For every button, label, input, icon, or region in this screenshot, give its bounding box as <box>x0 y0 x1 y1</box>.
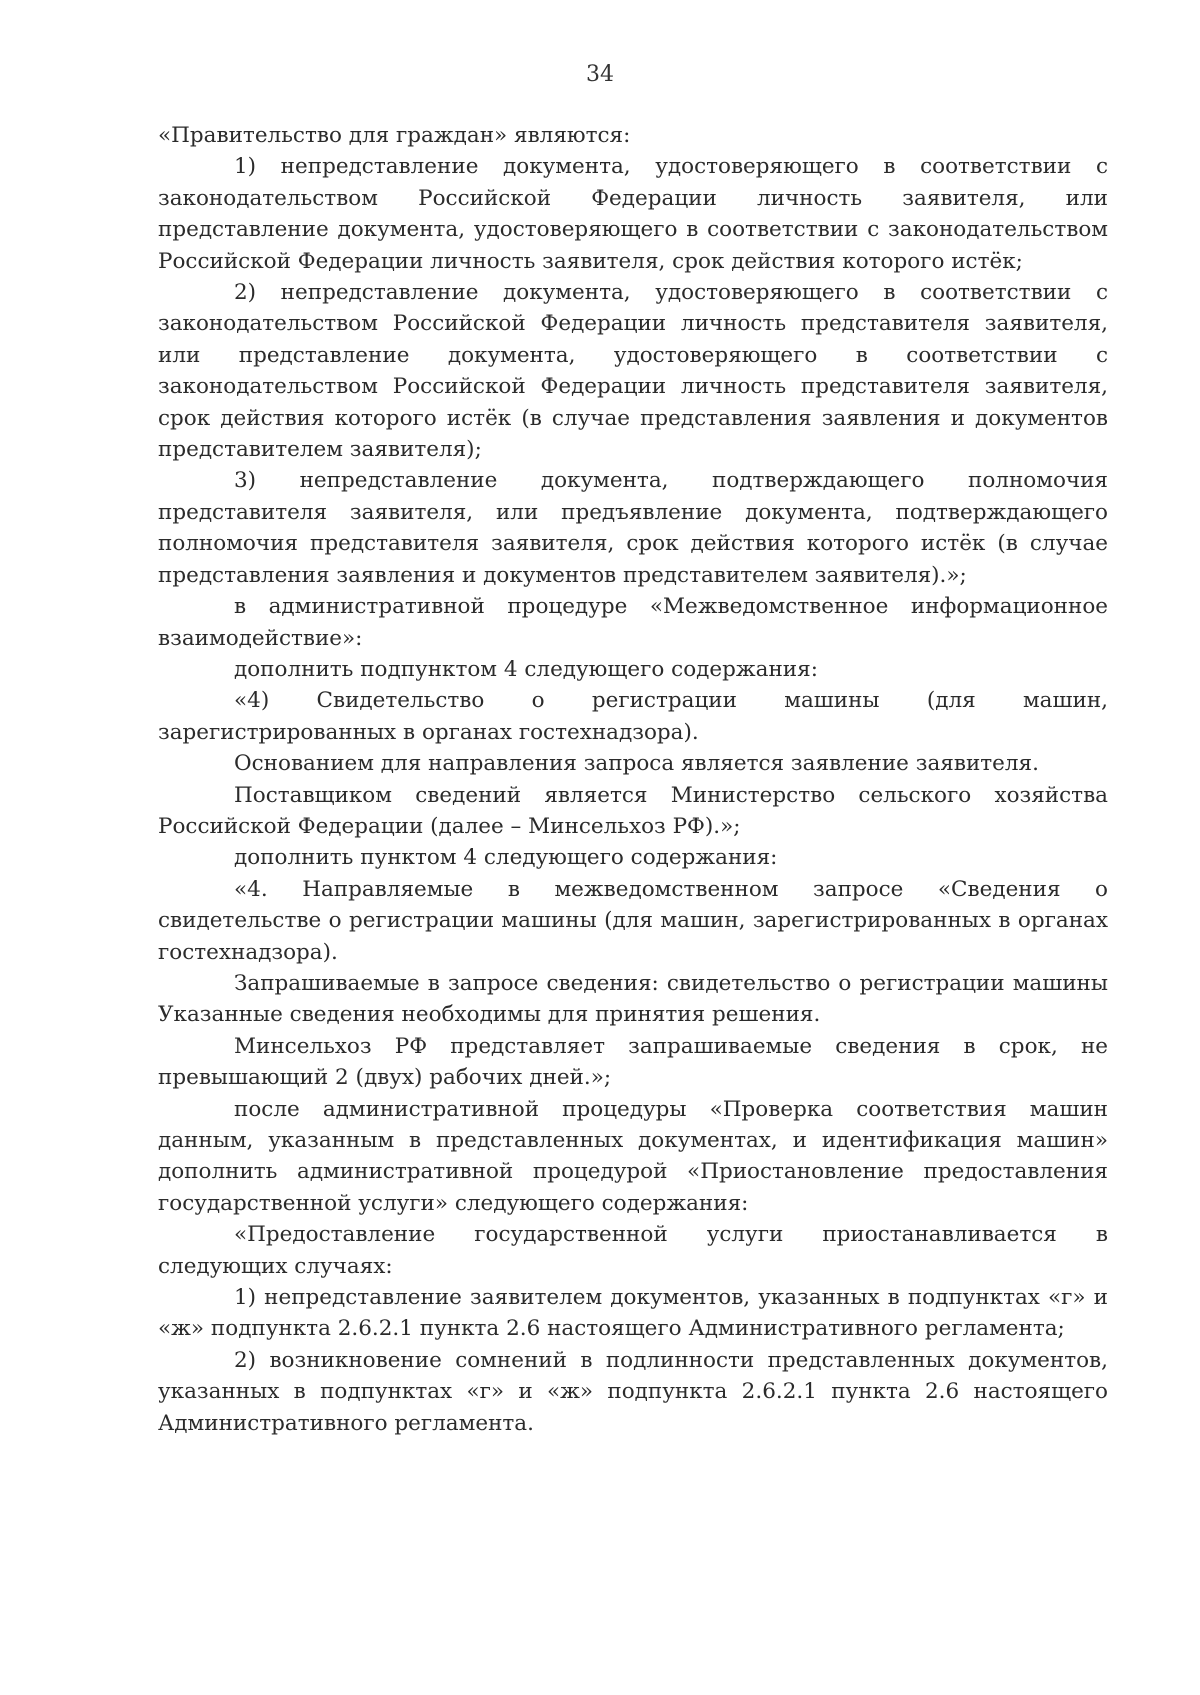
paragraph: в административной процедуре «Межведомственное информационное взаимодействие»: <box>158 594 1108 651</box>
paragraph: 1) непредставление документа, удостоверяющего в соответствии с законодательством Российской Федерации личность заявителя, или представление документа, удостоверяющего в соответствии с законодательством Российской Федерации личность заявителя, срок действия которого истёк; <box>158 154 1108 274</box>
paragraph: Поставщиком сведений является Министерство сельского хозяйства Российской Федерации (далее – Минсельхоз РФ).»; <box>158 782 1108 839</box>
document-body <box>158 120 1108 1439</box>
paragraph: «Правительство для граждан» являются: <box>158 123 631 148</box>
paragraph: 2) непредставление документа, удостоверяющего в соответствии с законодательством Российской Федерации личность представителя заявителя, или представление документа, удостоверяющего в соответствии с законодательством Российской Федерации личность представителя заявителя, срок действия которого истёк (в случае представления заявления и документов представителем заявителя); <box>158 280 1108 463</box>
paragraph: Минсельхоз РФ представляет запрашиваемые сведения в срок, не превышающий 2 (двух) рабочих дней.»; <box>158 1033 1108 1091</box>
paragraph: Запрашиваемые в запросе сведения: свидетельство о регистрации машины Указанные сведения необходимы для принятия решения. <box>158 970 1108 1028</box>
paragraph: дополнить пунктом 4 следующего содержания: <box>234 845 778 871</box>
paragraph: 2) возникновение сомнений в подлинности представленных документов, указанных в подпунктах «г» и «ж» подпункта 2.6.2.1 пункта 2.6 настоящего Административного регламента. <box>158 1347 1108 1436</box>
paragraph: «4) Свидетельство о регистрации машины (для машин, зарегистрированных в органах гостехнадзора). <box>158 688 1108 745</box>
paragraph: после административной процедуры «Проверка соответствия машин данным, указанным в представленных документах, и идентификация машин» дополнить административной процедурой «Приостановление предоставления государственной услуги» следующего содержания: <box>158 1096 1108 1216</box>
paragraph: дополнить подпунктом 4 следующего содержания: <box>234 656 818 682</box>
paragraph: Основанием для направления запроса является заявление заявителя. <box>234 751 1039 777</box>
page-number: 34 <box>586 62 614 87</box>
paragraph: 1) непредставление заявителем документов, указанных в подпунктах «г» и «ж» подпункта 2.6.2.1 пункта 2.6 настоящего Административного регламента; <box>158 1285 1108 1342</box>
paragraph: 3) непредставление документа, подтверждающего полномочия представителя заявителя, или предъявление документа, подтверждающего полномочия представителя заявителя, срок действия которого истёк (в случае представления заявления и документов представителем заявителя).»; <box>158 468 1108 588</box>
paragraph: «Предоставление государственной услуги приостанавливается в следующих случаях: <box>158 1222 1108 1279</box>
paragraph: «4. Направляемые в межведомственном запросе «Сведения о свидетельстве о регистрации машины (для машин, зарегистрированных в органах гостехнадзора). <box>158 876 1108 965</box>
